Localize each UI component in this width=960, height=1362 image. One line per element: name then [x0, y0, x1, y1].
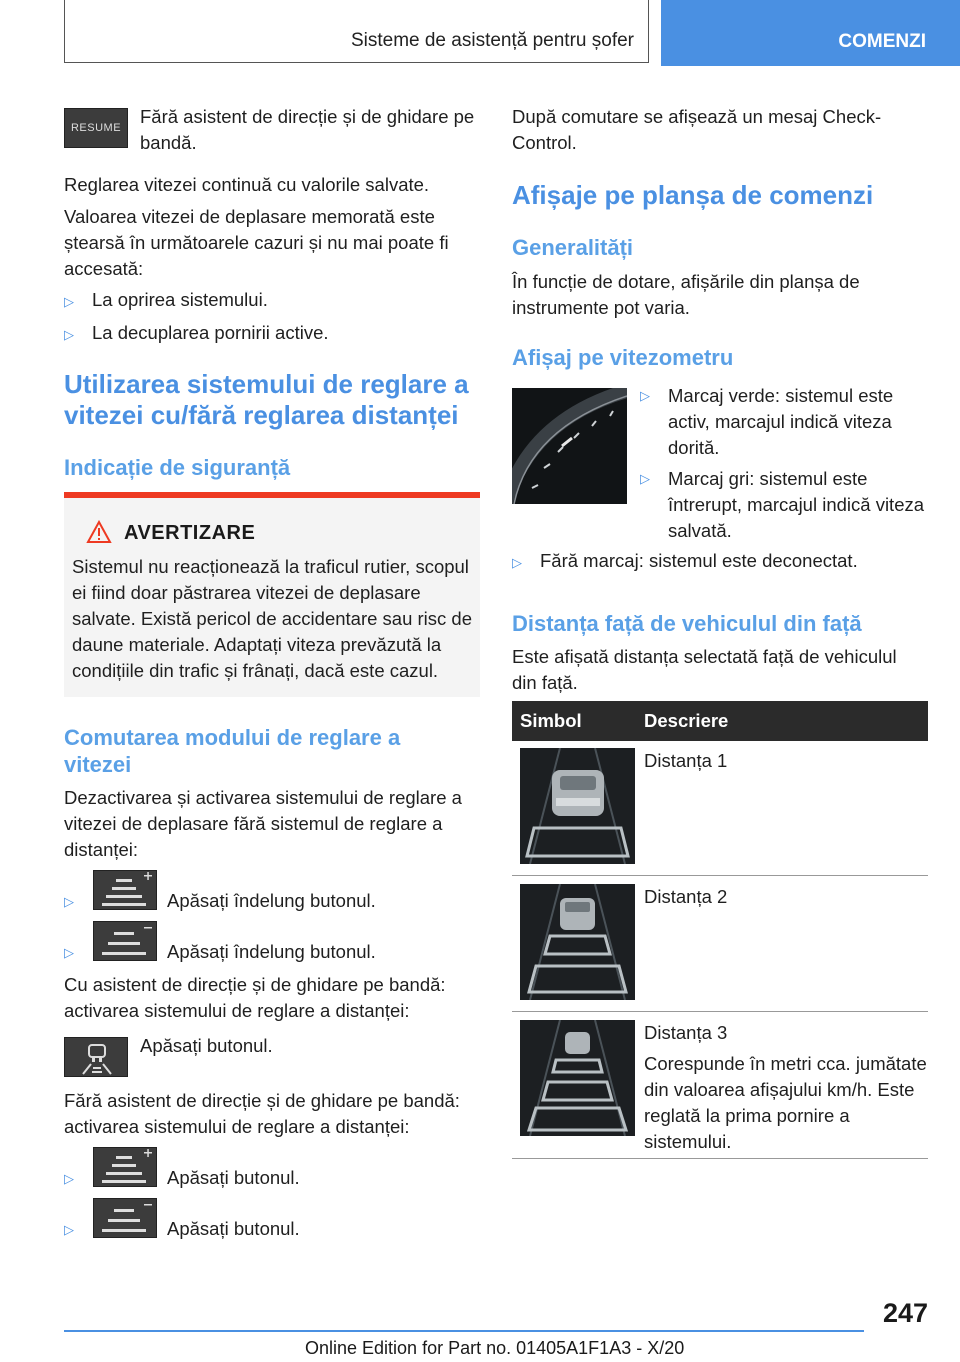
distance-1-image — [520, 748, 635, 864]
row-description: Distanța 3 — [644, 1022, 728, 1043]
section-heading: Afișaje pe planșa de comenzi — [512, 180, 874, 210]
subsection-heading: Distanța față de vehiculul din față — [512, 611, 862, 636]
lane-plus-button-icon — [93, 870, 157, 910]
footer-divider — [64, 1330, 864, 1332]
section-box — [64, 0, 649, 63]
row-description-extra: Corespunde în metri cca. jumătate din valoarea afișajului km/h. Este reglată la prima pornire a sistemului. — [644, 1053, 927, 1152]
resume-text: Fără asistent de direcție și de ghidare pe bandă. — [140, 106, 475, 153]
distance-3-image — [520, 1020, 635, 1136]
triangle-bullet-icon: ▷ — [64, 894, 74, 909]
resume-button-icon: RESUME — [64, 108, 128, 148]
lane-minus-button-icon — [93, 921, 157, 961]
triangle-bullet-icon: ▷ — [64, 294, 74, 309]
section-heading: Utilizarea sistemului de reglare a vitezei cu/fără reglarea distanței — [64, 369, 469, 430]
paragraph: Valoarea vitezei de deplasare memorată este ștearsă în următoarele cazuri și nu mai poate fi accesată: — [64, 206, 449, 279]
paragraph: Este afișată distanța selectată față de vehiculul din față. — [512, 646, 897, 693]
row-divider — [512, 875, 928, 876]
instruction-text: Apăsați butonul. — [167, 1218, 300, 1239]
subsection-heading: Afișaj pe vitezometru — [512, 345, 734, 370]
row-divider — [512, 1158, 928, 1159]
row-description: Distanța 1 — [644, 750, 728, 771]
triangle-bullet-icon: ▷ — [64, 945, 74, 960]
instruction-text: Apăsați îndelung butonul. — [167, 941, 376, 962]
triangle-bullet-icon: ▷ — [64, 327, 74, 342]
list-item: ▷ La decuplarea pornirii active. — [64, 320, 480, 348]
row-description: Distanța 2 — [644, 886, 728, 907]
subsection-heading: Generalități — [512, 235, 634, 260]
paragraph: Fără asistent de direcție și de ghidare pe bandă: activarea sistemului de reglare a distanței: — [64, 1090, 460, 1137]
triangle-bullet-icon: ▷ — [640, 471, 650, 486]
triangle-bullet-icon: ▷ — [64, 1222, 74, 1237]
triangle-bullet-icon: ▷ — [512, 555, 522, 570]
lane-minus-button-icon — [93, 1198, 157, 1238]
triangle-bullet-icon: ▷ — [640, 388, 650, 403]
instruction-text: Apăsați butonul. — [140, 1035, 273, 1056]
warning-title: AVERTIZARE — [124, 522, 256, 544]
page-header — [0, 0, 960, 66]
row-divider — [512, 1011, 928, 1012]
page-number: 247 — [882, 1298, 928, 1328]
paragraph: În funcție de dotare, afișările din planșa de instrumente pot varia. — [512, 271, 860, 318]
column-header: Descriere — [644, 710, 729, 731]
paragraph: După comutare se afișează un mesaj Check-Control. — [512, 106, 882, 153]
paragraph: Reglarea vitezei continuă cu valorile salvate. — [64, 174, 430, 195]
distance-control-button-icon — [64, 1037, 128, 1077]
chapter-tab-label: COMENZI — [838, 31, 926, 52]
warning-triangle-icon — [86, 520, 112, 544]
column-header: Simbol — [520, 710, 582, 731]
list-item: ▷ Fără marcaj: sistemul este deconectat. — [512, 548, 928, 576]
paragraph: Dezactivarea și activarea sistemului de reglare a vitezei de deplasare fără sistemul de reglare a distanței: — [64, 787, 462, 860]
instruction-text: Apăsați îndelung butonul. — [167, 890, 376, 911]
distance-2-image — [520, 884, 635, 1000]
speedometer-image — [512, 388, 627, 504]
warning-body: Sistemul nu reacționează la traficul rutier, scopul ei fiind doar păstrarea vitezei de deplasare salvate. Există pericol de accidentare sau risc de daune materiale. Adaptați viteza prevăzută la condițiile din trafic și frânați, dacă este cazul. — [72, 556, 473, 681]
subsection-heading: Comutarea modului de reglare a vitezei — [64, 725, 401, 777]
warning-box — [64, 492, 480, 697]
triangle-bullet-icon: ▷ — [64, 1171, 74, 1186]
table-header — [512, 701, 928, 741]
list-item: ▷ La oprirea sistemului. — [64, 287, 480, 315]
footer-edition: Online Edition for Part no. 01405A1F1A3 - X/20 — [305, 1338, 685, 1358]
paragraph: Cu asistent de direcție și de ghidare pe bandă: activarea sistemului de reglare a distanței: — [64, 974, 446, 1021]
section-title: Sisteme de asistență pentru șofer — [350, 30, 634, 51]
chapter-tab — [661, 0, 960, 66]
instruction-text: Apăsați butonul. — [167, 1167, 300, 1188]
lane-plus-button-icon — [93, 1147, 157, 1187]
subsection-heading: Indicație de siguranță — [64, 455, 291, 480]
